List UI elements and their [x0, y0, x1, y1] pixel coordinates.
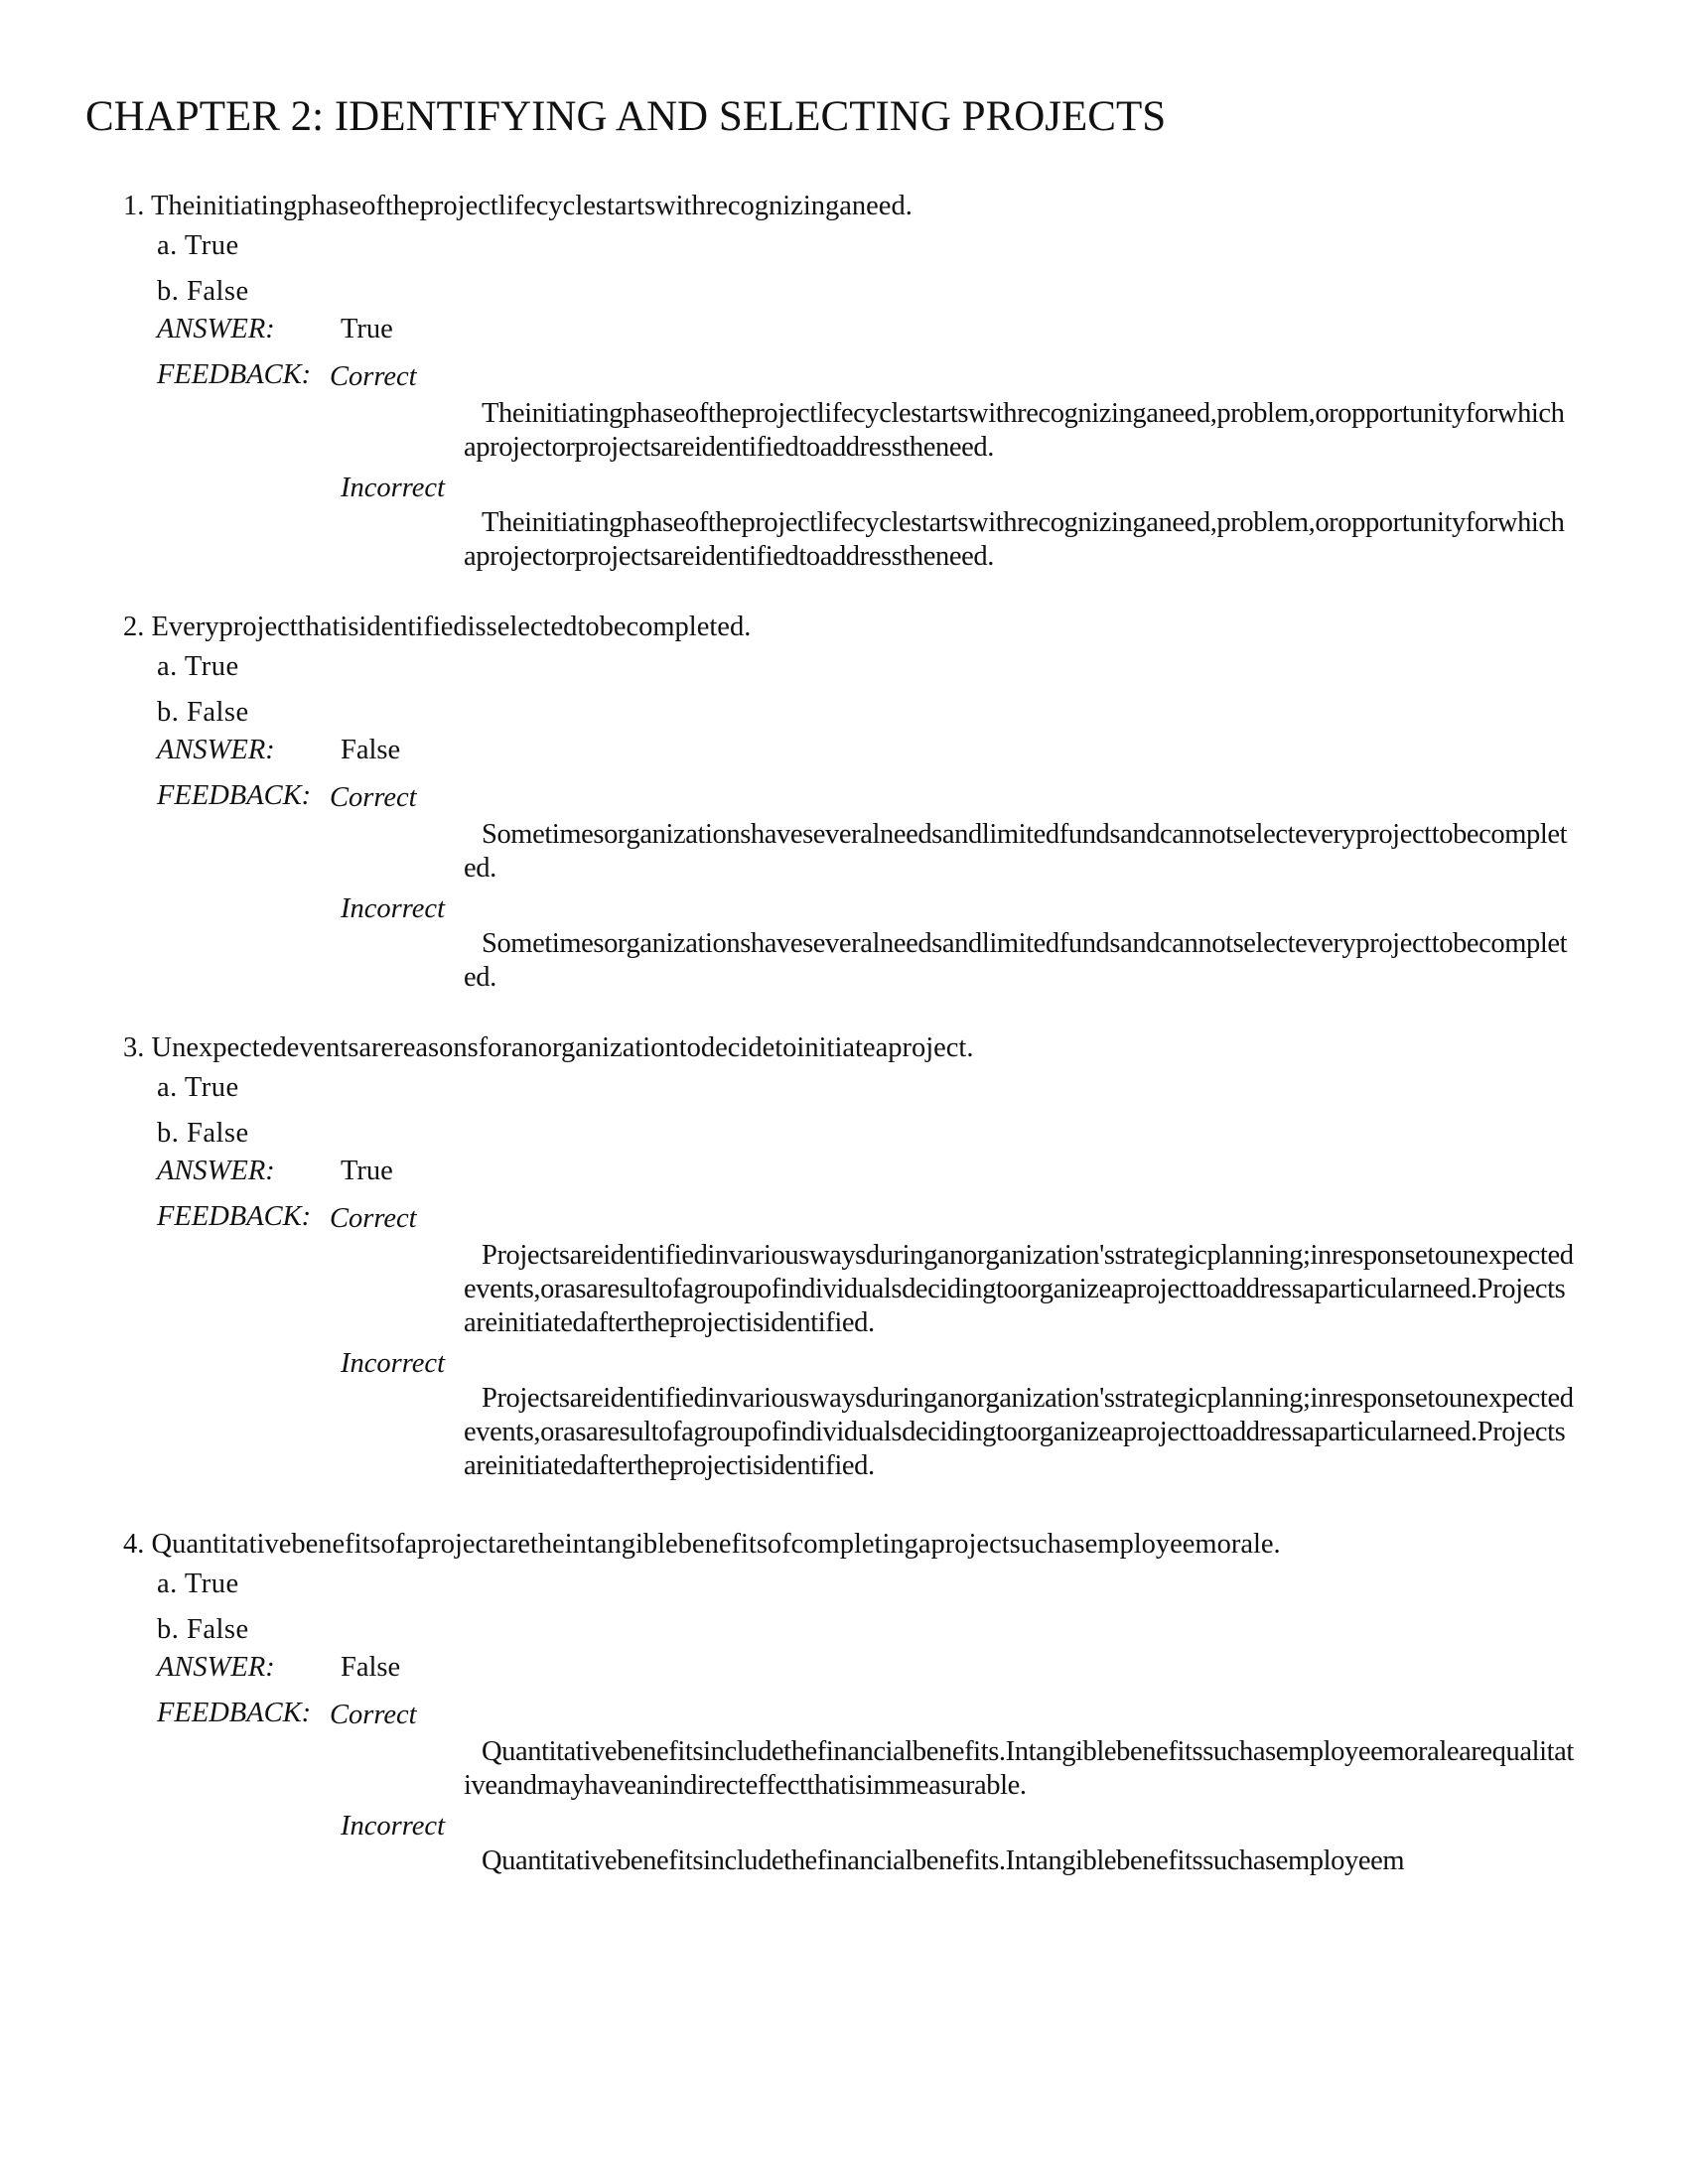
feedback-label: FEEDBACK: — [157, 1698, 312, 1728]
correct-label: Correct — [330, 361, 417, 392]
answer-value: False — [341, 735, 401, 765]
question-number: 3. — [123, 1032, 145, 1063]
question-number: 1. — [123, 191, 145, 221]
question-text: Everyprojectthatisidentifiedisselectedtobecompleted. — [151, 612, 752, 642]
choice-a: a. True — [157, 230, 239, 261]
correct-label: Correct — [330, 1203, 417, 1234]
incorrect-label: Incorrect — [341, 893, 445, 924]
question-number: 4. — [123, 1529, 145, 1560]
choice-a: a. True — [157, 651, 239, 682]
feedback-label: FEEDBACK: — [157, 1201, 312, 1232]
answer-label: ANSWER: — [157, 314, 275, 344]
question-text: Unexpectedeventsarereasonsforanorganizationtodecidetoinitiateaproject. — [151, 1032, 974, 1063]
incorrect-label: Incorrect — [341, 473, 445, 503]
answer-value: True — [341, 1156, 393, 1186]
answer-label: ANSWER: — [157, 1156, 275, 1186]
question-2 — [0, 608, 1688, 1015]
answer-label: ANSWER: — [157, 1652, 275, 1683]
choice-b: b. False — [157, 276, 249, 307]
answer-label: ANSWER: — [157, 735, 275, 765]
correct-feedback: Sometimesorganizationshaveseveralneedsandlimitedfundsandcannotselecteveryprojecttobecompleted. — [464, 819, 1568, 884]
incorrect-feedback: Theinitiatingphaseoftheprojectlifecyclestartswithrecognizinganeed,problem,oropportunityforwhichaprojectorprojectsareidentifiedtoaddresstheneed. — [464, 507, 1565, 572]
incorrect-label: Incorrect — [341, 1811, 445, 1842]
answer-value: False — [341, 1652, 401, 1683]
incorrect-feedback: Quantitativebenefitsincludethefinancialbenefits.Intangiblebenefitssuchasemployeem — [482, 1845, 1405, 1876]
question-4 — [0, 1525, 1688, 1932]
question-stem — [123, 608, 751, 647]
choice-a: a. True — [157, 1072, 239, 1103]
question-stem — [123, 1028, 973, 1068]
correct-feedback: Quantitativebenefitsincludethefinancialbenefits.Intangiblebenefitssuchasemployeemoralearequalitativeandmayhaveanindirecteffectthatisimmeasurable. — [464, 1736, 1574, 1801]
incorrect-label: Incorrect — [341, 1348, 445, 1379]
choice-b: b. False — [157, 697, 249, 728]
incorrect-feedback: Sometimesorganizationshaveseveralneedsandlimitedfundsandcannotselecteveryprojecttobecompleted. — [464, 928, 1568, 993]
correct-label: Correct — [330, 1700, 417, 1730]
question-3 — [0, 1028, 1688, 1481]
correct-feedback: Theinitiatingphaseoftheprojectlifecyclestartswithrecognizinganeed,problem,oropportunityforwhichaprojectorprojectsareidentifiedtoaddresstheneed. — [464, 398, 1565, 463]
choice-b: b. False — [157, 1614, 249, 1645]
choice-b: b. False — [157, 1118, 249, 1149]
chapter-title: CHAPTER 2: IDENTIFYING AND SELECTING PROJECTS — [85, 93, 1167, 140]
question-stem — [123, 187, 913, 226]
question-stem — [123, 1525, 1281, 1565]
answer-value: True — [341, 314, 393, 344]
question-1 — [0, 187, 1688, 594]
question-text: Quantitativebenefitsofaprojectaretheintangiblebenefitsofcompletingaprojectsuchasemployeemorale. — [151, 1529, 1281, 1560]
question-number: 2. — [123, 612, 145, 642]
choice-a: a. True — [157, 1569, 239, 1599]
correct-label: Correct — [330, 782, 417, 813]
incorrect-feedback: Projectsareidentifiedinvariouswaysduringanorganization'sstrategicplanning;inresponsetounexpectedevents,orasaresultofagroupofindividualsdecidingtoorganizeaprojecttoaddressaparticularneed.Projectsareinitiatedaftertheprojectisidentified. — [464, 1383, 1574, 1481]
feedback-label: FEEDBACK: — [157, 780, 312, 811]
feedback-label: FEEDBACK: — [157, 359, 312, 390]
correct-feedback: Projectsareidentifiedinvariouswaysduringanorganization'sstrategicplanning;inresponsetounexpectedevents,orasaresultofagroupofindividualsdecidingtoorganizeaprojecttoaddressaparticularneed.Projectsareinitiatedaftertheprojectisidentified. — [464, 1240, 1574, 1338]
question-text: Theinitiatingphaseoftheprojectlifecyclestartswithrecognizinganeed. — [151, 191, 913, 221]
